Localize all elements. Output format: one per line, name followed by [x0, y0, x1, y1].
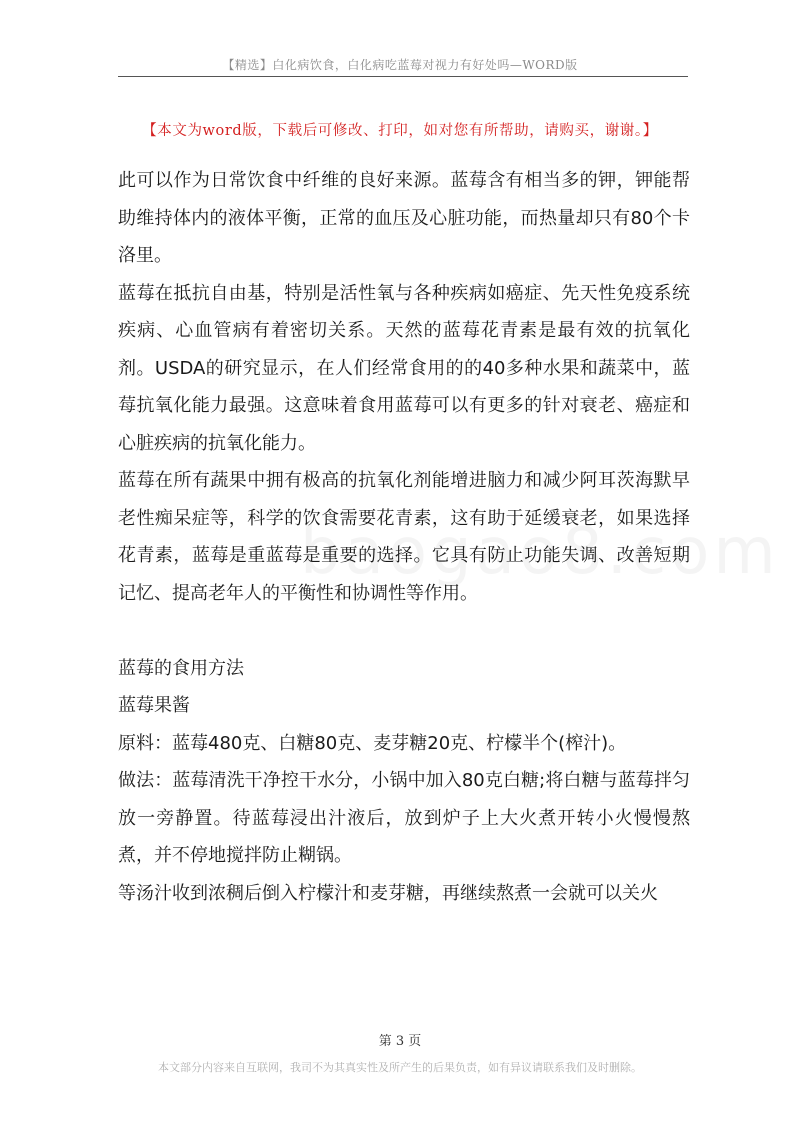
- header-divider: [118, 76, 688, 77]
- page-number: 第 3 页: [378, 1034, 422, 1049]
- recipe-ingredients: 原料：蓝莓480克、白糖80克、麦芽糖20克、柠檬半个(榨汁)。: [118, 732, 627, 754]
- document-body: [118, 162, 690, 912]
- page-header: 【精选】白化病饮食，白化病吃蓝莓对视力有好处吗—WORD版: [222, 58, 578, 72]
- paragraph: 此可以作为日常饮食中纤维的良好来源。蓝莓含有相当多的钾，钾能帮助维持体内的液体平衡，正常的血压及心脏功能，而热量却只有80个卡洛里。: [118, 170, 690, 266]
- footer-disclaimer: 本文部分内容来自互联网，我司不为其真实性及所产生的后果负责，如有异议请联系我们及时删除。: [158, 1061, 642, 1074]
- recipe-method-continued: 等汤汁收到浓稠后倒入柠檬汁和麦芽糖，再继续熬煮一会就可以关火: [118, 882, 658, 904]
- recipe-title: 蓝莓果酱: [118, 695, 190, 716]
- recipe-method: 做法：蓝莓清洗干净控干水分，小锅中加入80克白糖;将白糖与蓝莓拌匀放一旁静置。待蓝莓浸出汁液后，放到炉子上大火煮开转小火慢慢熬煮，并不停地搅拌防止糊锅。: [118, 770, 690, 866]
- purchase-notice: 【本文为word版，下载后可修改、打印，如对您有所帮助，请购买，谢谢。】: [142, 123, 658, 139]
- section-title: 蓝莓的食用方法: [118, 657, 244, 679]
- paragraph: 蓝莓在所有蔬果中拥有极高的抗氧化剂能增进脑力和减少阿耳茨海默早老性痴呆症等，科学的饮食需要花青素，这有助于延缓衰老，如果选择花青素，蓝莓是重蓝莓是重要的选择。它具有防止功能失调、改善短期记忆、提高老年人的平衡性和协调性等作用。: [118, 470, 690, 604]
- paragraph: 蓝莓在抵抗自由基，特别是活性氧与各种疾病如癌症、先天性免疫系统疾病、心血管病有着密切关系。天然的蓝莓花青素是最有效的抗氧化剂。USDA的研究显示，在人们经常食用的的40多种水果和蔬菜中，蓝莓抗氧化能力最强。这意味着食用蓝莓可以有更多的针对衰老、癌症和心脏疾病的抗氧化能力。: [118, 282, 690, 454]
